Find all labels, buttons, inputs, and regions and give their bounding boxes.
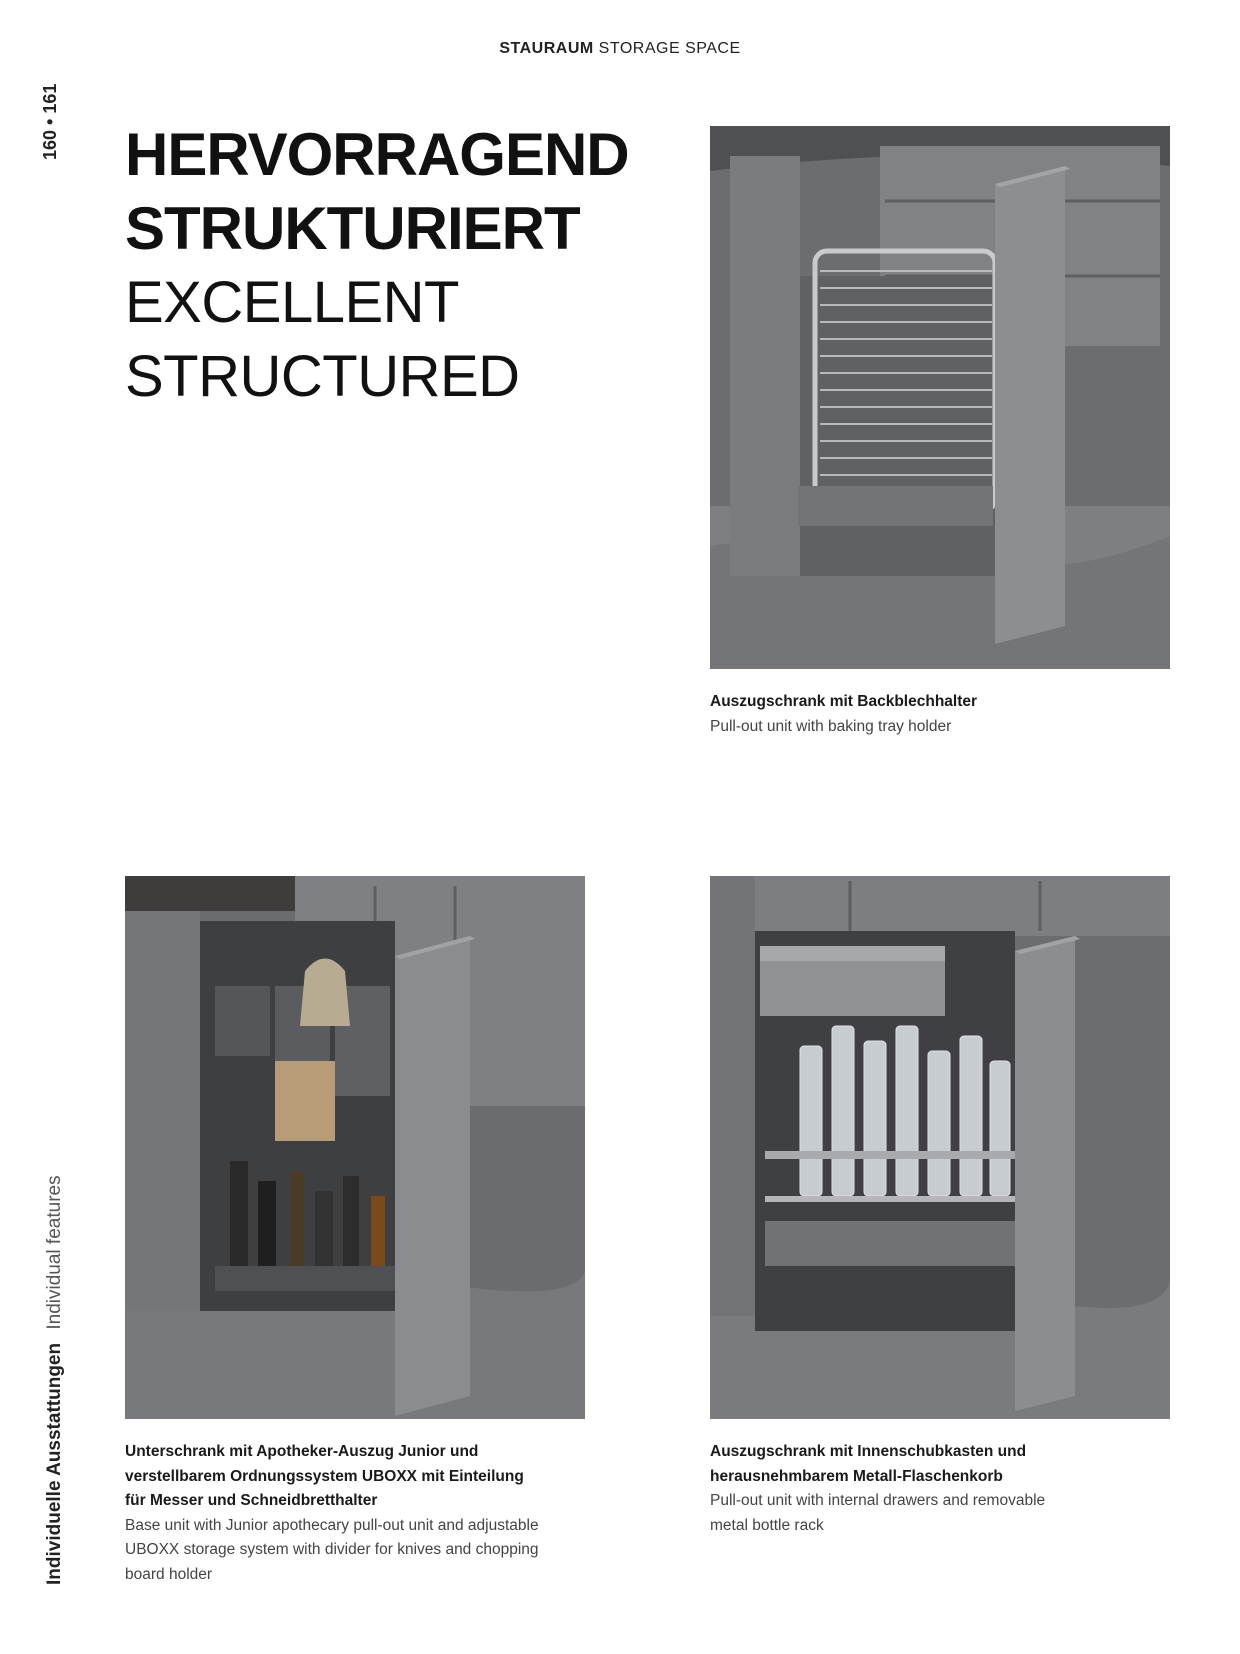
page-numbers: 160 • 161 [40,83,60,160]
chapter-label-en: Individual features [44,1175,65,1330]
header-section-en: STORAGE SPACE [598,40,741,57]
page-title [125,118,629,414]
caption-en: Pull-out unit with baking tray holder [710,717,952,735]
caption-en-line-1: Pull-out unit with internal drawers and removable [710,1492,1046,1509]
chapter-label-de: Individuelle Ausstattungen [44,1342,65,1585]
title-light-line-2: STRUCTURED [125,344,520,409]
photo-bottle-rack [710,876,1170,1419]
photo-baking-tray-holder [710,126,1170,669]
caption-de-line-1: Unterschrank mit Apotheker-Auszug Junior und [125,1443,479,1460]
caption-de-line-2: herausnehmbarem Metall-Flaschenkorb [710,1467,1003,1485]
header-section-de: STAURAUM [499,40,594,57]
title-bold-line-2: STRUKTURIERT [125,195,580,262]
caption-de-line-1: Auszugschrank mit Innenschubkasten und [710,1443,1027,1460]
sidebar-chapter-label [44,1175,66,1585]
caption-apothecary-pull-out [125,1440,595,1587]
caption-de-line-3: für Messer und Schneidbretthalter [125,1492,378,1509]
caption-de-line-2: verstellbarem Ordnungssystem UBOXX mit Einteilung [125,1467,524,1485]
photo-apothecary-pull-out [125,876,585,1419]
title-light-line-1: EXCELLENT [125,270,459,335]
caption-bottle-rack [710,1440,1170,1538]
caption-en-line-2: metal bottle rack [710,1516,824,1534]
caption-en-line-3: board holder [125,1565,213,1583]
caption-en-line-1: Base unit with Junior apothecary pull-out unit and adjustable [125,1516,539,1534]
running-header [0,40,1240,58]
caption-de: Auszugschrank mit Backblechhalter [710,693,978,710]
caption-baking-tray-holder [710,690,1170,739]
caption-en-line-2: UBOXX storage system with divider for knives and chopping [125,1541,539,1558]
title-bold-line-1: HERVORRAGEND [125,121,629,188]
